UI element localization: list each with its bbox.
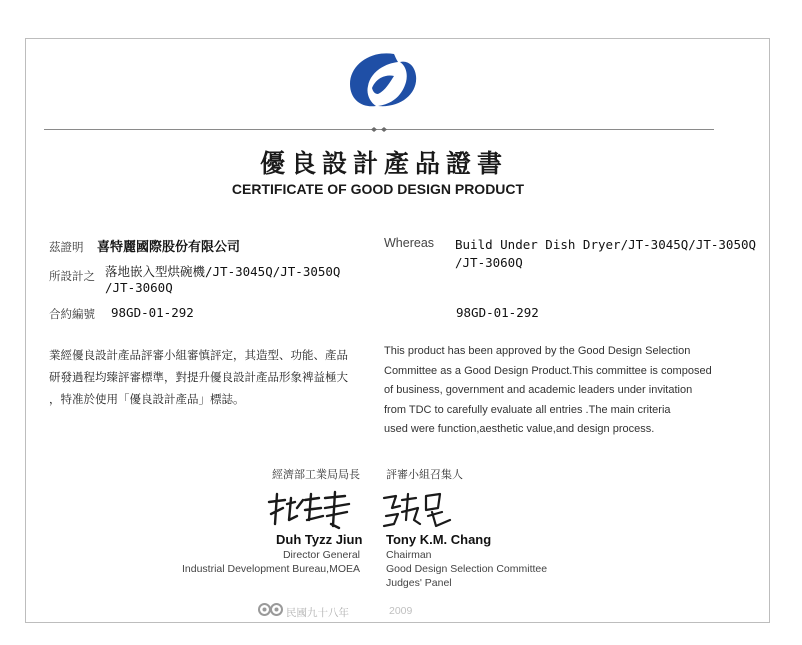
design-value-line1: 落地嵌入型烘碗機/JT-3045Q/JT-3050Q	[105, 264, 341, 279]
right-signatory-role	[386, 548, 547, 590]
left-role-line1: Director General	[282, 549, 360, 561]
footer-seal-icon	[258, 603, 284, 616]
contract-value-cn: 98GD-01-292	[111, 305, 194, 320]
footer-date-cn: 民國九十八年	[286, 607, 349, 619]
applicant-value: 喜特麗國際股份有限公司	[97, 240, 241, 255]
divider-ornament	[359, 125, 399, 134]
divider-rule-right	[396, 129, 714, 130]
product-name-en	[455, 236, 775, 272]
whereas-label: Whereas	[384, 236, 435, 250]
right-role-line3: Judges' Panel	[386, 577, 452, 589]
body-text-cn	[49, 344, 369, 410]
body-en-line: used were function,aesthetic value,and design process.	[384, 423, 655, 435]
contract-value-en: 98GD-01-292	[456, 305, 539, 320]
left-signatory-title-cn: 經濟部工業局局長	[272, 468, 360, 481]
body-cn-line: 研發過程均臻評審標準，對提升優良設計產品形象裨益極大	[49, 370, 348, 384]
certificate-title-en: CERTIFICATE OF GOOD DESIGN PRODUCT	[231, 181, 525, 197]
right-signatory-name: Tony K.M. Chang	[386, 532, 492, 547]
right-role-line1: Chairman	[386, 549, 432, 561]
product-line1: Build Under Dish Dryer/JT-3045Q/JT-3050Q	[455, 237, 757, 252]
right-signature	[380, 490, 460, 530]
body-cn-line: ，特准於使用「優良設計產品」標誌。	[49, 392, 245, 406]
contract-label: 合約編號	[49, 307, 95, 321]
left-signatory-role	[0, 548, 360, 576]
body-en-line: This product has been approved by the Good Design Selection	[384, 345, 691, 357]
good-design-logo	[342, 50, 422, 112]
certificate-title-cn: 優良設計產品證書	[259, 149, 508, 178]
divider-rule-left	[44, 129, 361, 130]
design-label: 所設計之	[49, 269, 95, 283]
body-text-en	[384, 342, 714, 440]
footer-year: 2009	[389, 605, 413, 617]
left-signatory-name: Duh Tyzz Jiun	[276, 532, 363, 547]
right-role-line2: Good Design Selection Committee	[386, 563, 548, 575]
body-en-line: of business, government and academic leaders under invitation	[384, 384, 693, 396]
body-en-line: from TDC to carefully evaluate all entries .The main criteria	[384, 403, 671, 416]
left-role-line2: Industrial Development Bureau,MOEA	[181, 563, 360, 575]
design-value-line2: /JT-3060Q	[105, 280, 173, 295]
body-cn-line: 業經優良設計產品評審小組審慎評定，其造型、功能、產品	[49, 348, 348, 362]
applicant-label: 茲證明	[49, 240, 84, 254]
right-signatory-title-cn: 評審小組召集人	[386, 468, 463, 481]
left-signature	[265, 490, 357, 530]
body-en-line: Committee as a Good Design Product.This committee is composed	[384, 364, 712, 377]
product-line2: /JT-3060Q	[455, 255, 523, 270]
